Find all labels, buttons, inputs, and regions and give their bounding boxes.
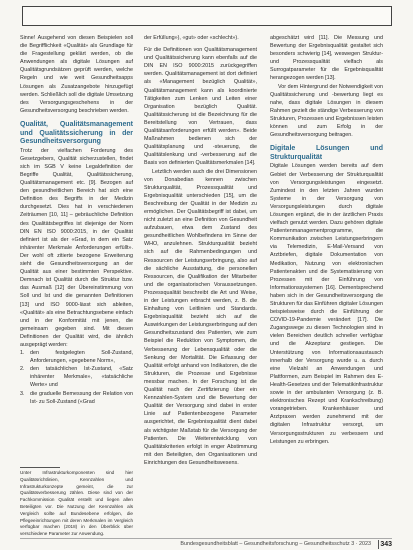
paragraph: Digitale Lösungen werden bereits auf dem Gebiet der Verbesserung der Strukturqualität von Versorgungsleistungen eingesetzt. Zumindest in den letzten Jahren wurden Systeme in der Versorgung von Versorgungsleistungen durch digitale Lösungen ergänzt, die in der ärztlichen Praxis vielfach genutzt werden. Dazu gehören digitale Patientenmanagementprogramme, die Kommunikation zwischen Leistungserbringern via Telemedizin, E-Mail-Versand von Arztbriefen, digitale Dokumentation von Medikation, Nutzung von elektronischen Patientenakten und die Systematisierung von Prozessen mit der Einführung von Informationssystemen [16]. Dementsprechend haben sich in der Gesundheitsversorgung die Strukturen für das Einführen digitaler Lösungen beispielsweise durch die Einführung der COVID-19-Pandemie verändert [17]. Die Zugangswege zu diesen Technologien sind in vielen Bereichen deutlich schneller verfügbar und die Akzeptanz gestiegen. Die Unterstützung von Informationsaustausch innerhalb der Versorgung wurde u. a. durch eine Vielzahl an Anwendungen und Plattformen, zum Beispiel im Rahmen des E-Health-Gesetzes und der Telematikinfrastruktur sowie in der ambulanten Versorgung (z. B. elektronisches Rezept und Krankschreibung) vorangetrieben. Krankenhäuser und Arztpraxen werden zunehmend mit der digitalen Infrastruktur versorgt, um Versorgungsstrukturen zu verbessern und Leistungen zu erbringen. (270, 163, 383, 445)
paragraph: Für die Definitionen von Qualitätsmanagement und Qualitätssicherung kann ebenfalls auf die DIN EN ISO 9000:2015 zurückgegriffen werden. Qualitätsmanagement ist dort definiert als «Management bezüglich Qualität», Qualitätsmanagement kann als koordinierte Tätigkeiten zum Lenken und Leiten einer Organisation bezüglich Qualität. Qualitätssicherung ist die Bezeichnung für die Bereitstellung von Vertrauen, dass Qualitätsanforderungen erfüllt werden». Beide Maßnahmen bedienen sich der Qualitätsplanung und -steuerung, die Qualitätslenkung und -verbesserung auf die Basis von definierten Qualitätsmerkmalen [14]. (144, 47, 257, 167)
header-box (22, 6, 392, 26)
paragraph: Sinne! Ausgehend von diesen Beispielen soll die Begrifflichkeit «Qualität» als Grundlage für die Fragestellung geklärt werden, ob die Anwendungen als digitale Lösungen auf Qualitätsgrundsätzen geprüft werden, welche Regeln und wie weit Gesundheitsapps Lösungen als Zusatzangebote hinzugefügt werden. Schließlich soll die digitale Umsetzung des Versorgungsgeschehens in der Gesundheitsversorgung beschrieben werden. (20, 35, 133, 114)
footnote (20, 470, 133, 538)
paragraph: Letztlich werden auch die drei Dimensionen von Donabedian kennen zwischen Strukturqualität, Prozessqualität und Ergebnisqualität unterschieden [15], um die Beschreibung der Qualität in der Medizin zu ermöglichen. Der Qualitätsbegriff ist dabei, um nicht zuletzt an eine Definition von Gesundheit aufzubauen, etwa dem Zustand des gesundheitlichen Wohlbefindens im Sinne der WHO, anzulehnen. Strukturqualität bezieht sich auf die Rahmenbedingungen und Ressourcen der Leistungserbringung, also auf die sächliche Ausstattung, die personellen Ressourcen, die Qualifikation der Mitarbeiter und die organisatorischen Voraussetzungen. Prozessqualität beschreibt die Art und Weise, in der Leistungen erbracht werden, z. B. die Einhaltung von Leitlinien und Standards. Ergebnisqualität bezieht sich auf die Auswirkungen der Leistungserbringung auf den Gesundheitszustand des Patienten, wie zum Beispiel die Reduktion von Symptomen, die Verbesserung der Lebensqualität oder die Senkung der Mortalität. Die Erfassung der Qualität erfolgt anhand von Indikatoren, die die Strukturen, die Prozesse und Ergebnisse messbar machen. In der Forschung ist die Qualität nach der Zertifizierung über ein Kennzahlen-System und die Bewertung der Qualität der Versorgung sind dabei in erster Linie auf Patientenbezogene Parameter ausgerichtet, die Ergebnisqualität dient dabei als wichtigster Maßstab für die Versorgung der Patienten. Die Weiterentwicklung von Qualitätskriterien erfolgt in enger Abstimmung mit den Beteiligten, den Organisationen und Einrichtungen des Gesundheitswesens. (144, 168, 257, 466)
running-footer: Bundesgesundheitsblatt – Gesundheitsforschung – Gesundheitsschutz 3 · 2023 (180, 541, 371, 547)
list-item: 2. den tatsächlichen Ist-Zustand, «Satz inhärenter Merkmale», «tatsächliche Werte» und (20, 366, 133, 389)
footer-rule (20, 538, 392, 539)
paragraph: Vor dem Hintergrund der Notwendigkeit von Qualitätssicherung und -bewertung liegt es nahe, dass digitale Lösungen in diesem Rahmen gezielt die ständige Verbesserung von Strukturen, Prozessen und Ergebnissen leisten können und zum Erfolg in der Gesundheitsversorgung beitragen. (270, 83, 383, 139)
paragraph: der Erfüllung»), «gut» oder «schlecht»). (144, 35, 239, 41)
section-heading: Digitale Lösungen und Strukturqualität (270, 145, 383, 161)
column-left (20, 34, 133, 406)
footer-separator (378, 540, 379, 549)
column-right (270, 34, 383, 446)
list-item: 1. den festgelegten Soll-Zustand, Anforderungen, «gegebene Norm», (20, 350, 133, 365)
column-middle (144, 34, 257, 467)
numbered-list (20, 349, 133, 406)
list-item: 3. die graduelle Bemessung der Relation von Ist- zu Soll-Zustand («Grad (20, 390, 133, 405)
section-heading: Qualität, Qualitätsmanagement und Qualitätssicherung in der Gesundheitsversorgung (20, 120, 133, 146)
paragraph: abgeschätzt wird [11]. Die Messung und Bewertung der Ergebnisqualität gestaltet sich besonders schwierig [14], weswegen Struktur- und Prozessqualität vielfach als Surrogatparameter für die Ergebnisqualität herangezogen werden [13]. (270, 35, 383, 82)
page-number: 343 (380, 541, 392, 548)
paragraph: Trotz der vielfachen Forderung des Gesetzgebers, Qualität sicherzustellen, findet sich im SGB V keine Legaldefinition der Begriffe Qualität, Qualitätssicherung, Qualitätsmanagement etc. [9]. Bezogen auf den gesundheitlichen Bereich hat sich eine Definition des Begriffs in der Medizin durchgesetzt. Dies hat in verschiedenen Zeiträumen [10, 11] – gebräuchliche Definition des Qualitätsbegriffes ist diejenige der Norm DIN EN ISO 9000:2015, in der Qualität definiert ist als der «Grad, in dem ein Satz inhärenter Merkmale Anforderungen erfüllt». Der wohl oft zitierte bezogene Erweiterung sieht die Gesundheitsversorgung an der Qualität aus einer bestimmten Perspektive. Demnach ist Qualität durch die Struktur bzw. das Ausmaß [12] der Übereinstimmung von Soll und Ist und die genannten Definitionen [13] und ISO 9000-lässt sich ableiten, «Qualität» als eine Betrachtungsebene einfach und in der Konformität mit jenen, die gemeinsam gegeben sind. Mit diesen Definitionen der Qualität wird, die ähnlich ausgeprägt werden: (20, 147, 133, 348)
footnote-divider (20, 467, 60, 468)
footnote-text: Unter Infrastrukturkomponenten sind hier Qualitätsrichtlinien, Kennzahlen und Infrastrukturkonzepte gemeint, die zur Qualitätsverbesserung zählen. Diese sind von der Fachkommission Qualität erstellt und liegen allen Beteiligten vor. Die Nutzung der Kennzahlen als Vergleich sollte auf Bundesebene erfolgen, die Pflegeeinrichtungen mit deren Merkmalen im Vergleich verfügbar machen (2018) in den Überblick über verschiedene Parameter zur Anwendung. (20, 470, 133, 537)
